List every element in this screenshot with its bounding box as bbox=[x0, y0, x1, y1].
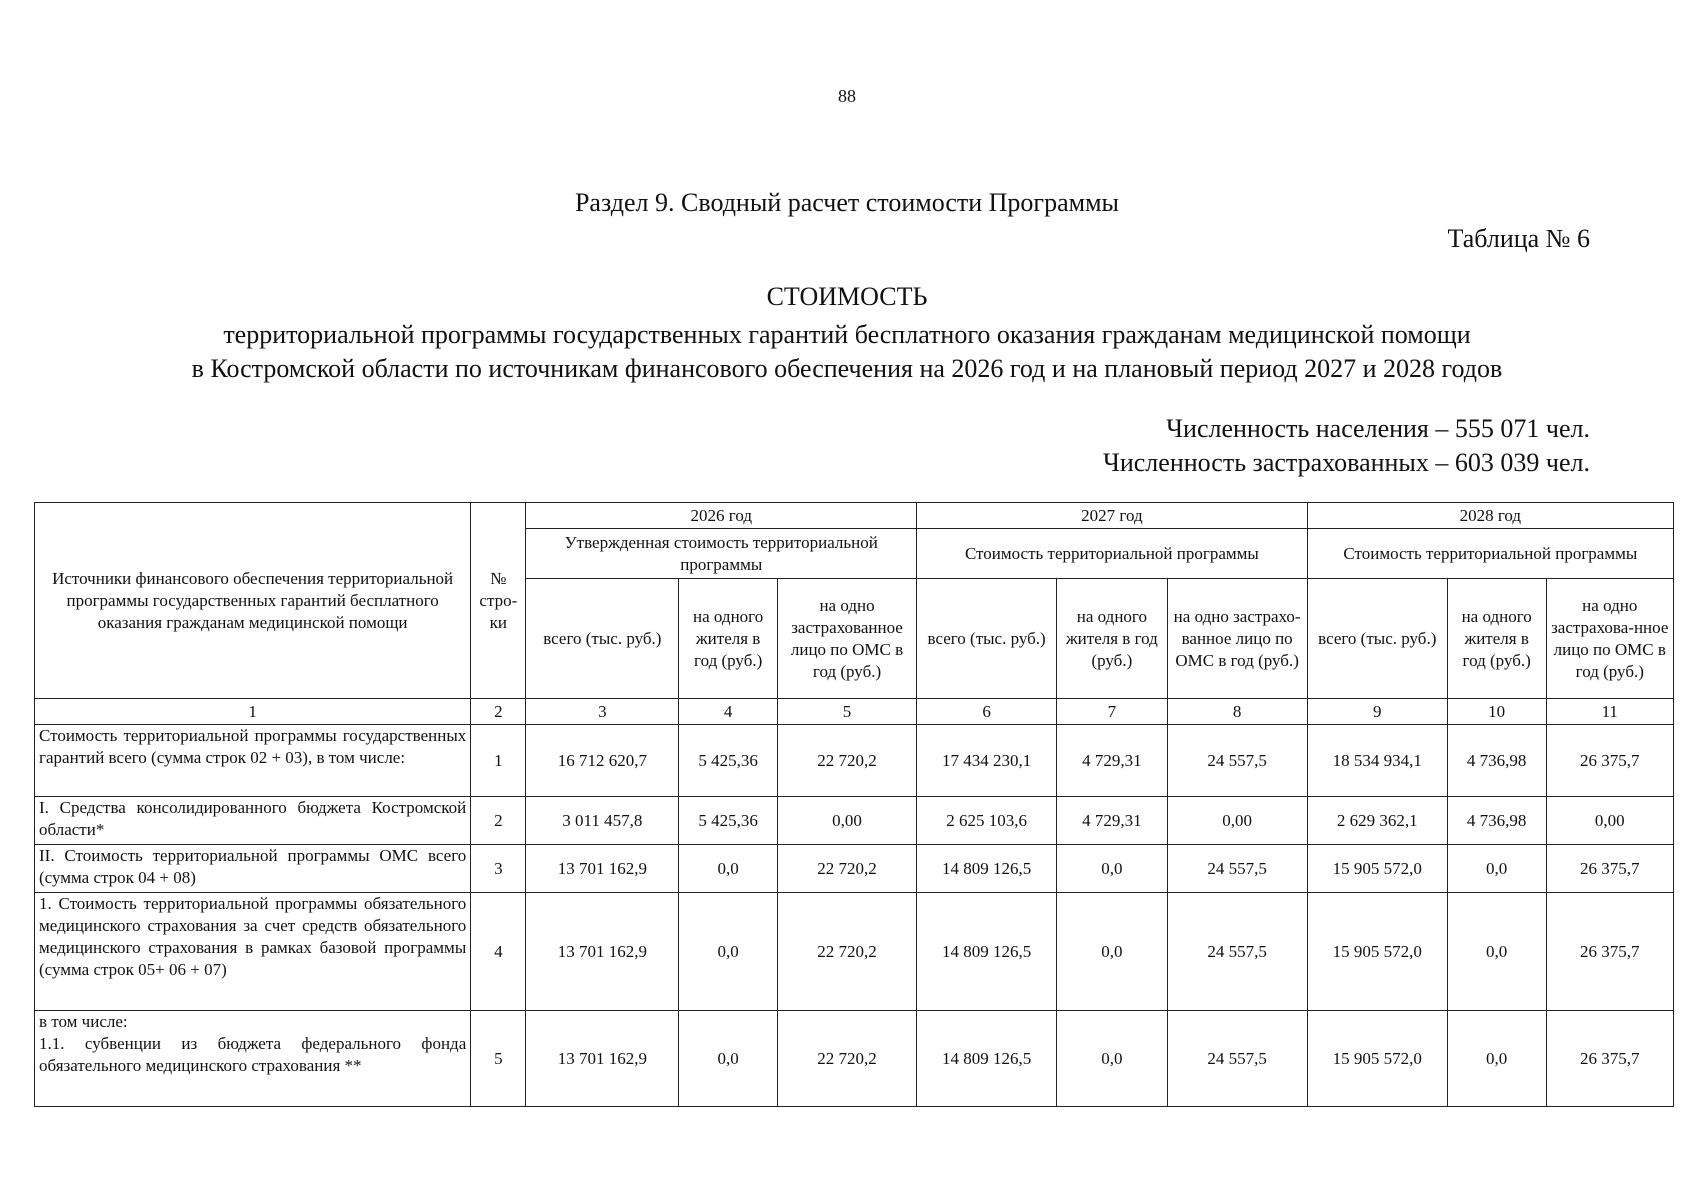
col-number: 3 bbox=[526, 699, 679, 725]
col-number: 10 bbox=[1447, 699, 1546, 725]
col-number: 2 bbox=[471, 699, 526, 725]
header-group-2027: Стоимость территориальной программы bbox=[917, 529, 1308, 579]
col-number: 6 bbox=[917, 699, 1057, 725]
header-2026-per-insured: на одно застрахованное лицо по ОМС в год (руб.) bbox=[777, 579, 916, 699]
cost-table bbox=[34, 502, 1674, 1107]
col-number: 8 bbox=[1167, 699, 1307, 725]
cell-2026-per-resident: 0,0 bbox=[679, 1011, 778, 1107]
cell-2028-per-insured: 0,00 bbox=[1546, 797, 1673, 845]
cell-2027-total: 14 809 126,5 bbox=[917, 893, 1057, 1011]
cell-2026-per-resident: 5 425,36 bbox=[679, 725, 778, 797]
col-number: 9 bbox=[1307, 699, 1447, 725]
row-source: I. Средства консолидированного бюджета Костромской области* bbox=[35, 797, 471, 845]
header-2027-per-resident: на одного жителя в год (руб.) bbox=[1057, 579, 1167, 699]
document-title: СТОИМОСТЬ bbox=[766, 282, 928, 311]
cell-2027-per-resident: 4 729,31 bbox=[1057, 725, 1167, 797]
cell-2026-per-insured: 22 720,2 bbox=[777, 725, 916, 797]
cell-2028-per-resident: 0,0 bbox=[1447, 1011, 1546, 1107]
row-number: 1 bbox=[471, 725, 526, 797]
cell-2027-per-insured: 24 557,5 bbox=[1167, 893, 1307, 1011]
cell-2026-per-resident: 0,0 bbox=[679, 845, 778, 893]
cell-2027-per-insured: 24 557,5 bbox=[1167, 845, 1307, 893]
cell-2026-per-resident: 0,0 bbox=[679, 893, 778, 1011]
row-source: Стоимость территориальной программы государственных гарантий всего (сумма строк 02 + 03), в том числе: bbox=[35, 725, 471, 797]
insured-count: Численность застрахованных – 603 039 чел. bbox=[1102, 448, 1590, 477]
population-count: Численность населения – 555 071 чел. bbox=[1166, 414, 1590, 443]
cell-2028-total: 15 905 572,0 bbox=[1307, 1011, 1447, 1107]
row-source: II. Стоимость территориальной программы ОМС всего (сумма строк 04 + 08) bbox=[35, 845, 471, 893]
header-year-2026: 2026 год bbox=[526, 503, 917, 529]
cell-2027-per-resident: 0,0 bbox=[1057, 845, 1167, 893]
cell-2027-per-insured: 0,00 bbox=[1167, 797, 1307, 845]
header-2026-total: всего (тыс. руб.) bbox=[526, 579, 679, 699]
subtitle-line-1: территориальной программы государственных гарантий бесплатного оказания гражданам медицинской помощи bbox=[223, 320, 1471, 349]
col-number: 4 bbox=[679, 699, 778, 725]
row-number: 4 bbox=[471, 893, 526, 1011]
row-source: 1. Стоимость территориальной программы обязательного медицинского страхования за счет средств обязательного медицинского страхования в рамках базовой программы (сумма строк 05+ 06 + 07) bbox=[35, 893, 471, 1011]
cell-2026-per-resident: 5 425,36 bbox=[679, 797, 778, 845]
header-2027-per-insured: на одно застрахо-ванное лицо по ОМС в год (руб.) bbox=[1167, 579, 1307, 699]
header-source: Источники финансового обеспечения территориальной программы государственных гарантий бесплатного оказания гражданам медицинской помощи bbox=[35, 503, 471, 699]
table-row bbox=[35, 893, 1674, 1011]
table-row bbox=[35, 845, 1674, 893]
cell-2028-per-insured: 26 375,7 bbox=[1546, 1011, 1673, 1107]
header-year-2027: 2027 год bbox=[917, 503, 1308, 529]
header-row-number: № стро-ки bbox=[471, 503, 526, 699]
cell-2028-per-resident: 4 736,98 bbox=[1447, 725, 1546, 797]
cell-2026-per-insured: 22 720,2 bbox=[777, 1011, 916, 1107]
cell-2026-total: 13 701 162,9 bbox=[526, 893, 679, 1011]
page-number: 88 bbox=[838, 86, 856, 106]
cell-2028-per-insured: 26 375,7 bbox=[1546, 893, 1673, 1011]
cell-2026-total: 13 701 162,9 bbox=[526, 1011, 679, 1107]
cell-2026-per-insured: 22 720,2 bbox=[777, 893, 916, 1011]
section-title: Раздел 9. Сводный расчет стоимости Программы bbox=[574, 188, 1120, 217]
row-number: 2 bbox=[471, 797, 526, 845]
cell-2028-total: 15 905 572,0 bbox=[1307, 893, 1447, 1011]
table-row bbox=[35, 797, 1674, 845]
cell-2027-per-resident: 4 729,31 bbox=[1057, 797, 1167, 845]
cell-2027-total: 17 434 230,1 bbox=[917, 725, 1057, 797]
header-2026-per-resident: на одного жителя в год (руб.) bbox=[679, 579, 778, 699]
table-row bbox=[35, 725, 1674, 797]
col-number: 11 bbox=[1546, 699, 1673, 725]
row-source-prefix: в том числе: bbox=[39, 1012, 128, 1031]
cell-2027-total: 14 809 126,5 bbox=[917, 1011, 1057, 1107]
table-label: Таблица № 6 bbox=[1447, 224, 1590, 253]
cell-2026-total: 16 712 620,7 bbox=[526, 725, 679, 797]
table-row bbox=[35, 1011, 1674, 1107]
cell-2028-total: 18 534 934,1 bbox=[1307, 725, 1447, 797]
col-number: 1 bbox=[35, 699, 471, 725]
cell-2026-total: 3 011 457,8 bbox=[526, 797, 679, 845]
cell-2028-per-resident: 0,0 bbox=[1447, 845, 1546, 893]
cell-2027-per-insured: 24 557,5 bbox=[1167, 725, 1307, 797]
row-number: 5 bbox=[471, 1011, 526, 1107]
cell-2026-per-insured: 0,00 bbox=[777, 797, 916, 845]
cell-2028-per-resident: 4 736,98 bbox=[1447, 797, 1546, 845]
document-subtitle bbox=[0, 318, 1694, 386]
row-number: 3 bbox=[471, 845, 526, 893]
header-2028-total: всего (тыс. руб.) bbox=[1307, 579, 1447, 699]
header-2028-per-insured: на одно застрахова-нное лицо по ОМС в год (руб.) bbox=[1546, 579, 1673, 699]
cell-2028-per-insured: 26 375,7 bbox=[1546, 845, 1673, 893]
cell-2027-per-insured: 24 557,5 bbox=[1167, 1011, 1307, 1107]
cell-2027-per-resident: 0,0 bbox=[1057, 893, 1167, 1011]
cell-2027-total: 2 625 103,6 bbox=[917, 797, 1057, 845]
cell-2028-total: 15 905 572,0 bbox=[1307, 845, 1447, 893]
row-source bbox=[35, 1011, 471, 1107]
cell-2028-per-insured: 26 375,7 bbox=[1546, 725, 1673, 797]
subtitle-line-2: в Костромской области по источникам финансового обеспечения на 2026 год и на плановый период 2027 и 2028 годов bbox=[191, 354, 1503, 383]
cell-2028-total: 2 629 362,1 bbox=[1307, 797, 1447, 845]
cell-2027-per-resident: 0,0 bbox=[1057, 1011, 1167, 1107]
header-year-2028: 2028 год bbox=[1307, 503, 1673, 529]
column-number-row bbox=[35, 699, 1674, 725]
col-number: 5 bbox=[777, 699, 916, 725]
header-2028-per-resident: на одного жителя в год (руб.) bbox=[1447, 579, 1546, 699]
cell-2027-total: 14 809 126,5 bbox=[917, 845, 1057, 893]
header-group-2028: Стоимость территориальной программы bbox=[1307, 529, 1673, 579]
cell-2028-per-resident: 0,0 bbox=[1447, 893, 1546, 1011]
cell-2026-total: 13 701 162,9 bbox=[526, 845, 679, 893]
header-group-2026: Утвержденная стоимость территориальной программы bbox=[526, 529, 917, 579]
row-source-text: 1.1. субвенции из бюджета федерального фонда обязательного медицинского страхования ** bbox=[39, 1034, 467, 1075]
header-2027-total: всего (тыс. руб.) bbox=[917, 579, 1057, 699]
cell-2026-per-insured: 22 720,2 bbox=[777, 845, 916, 893]
col-number: 7 bbox=[1057, 699, 1167, 725]
